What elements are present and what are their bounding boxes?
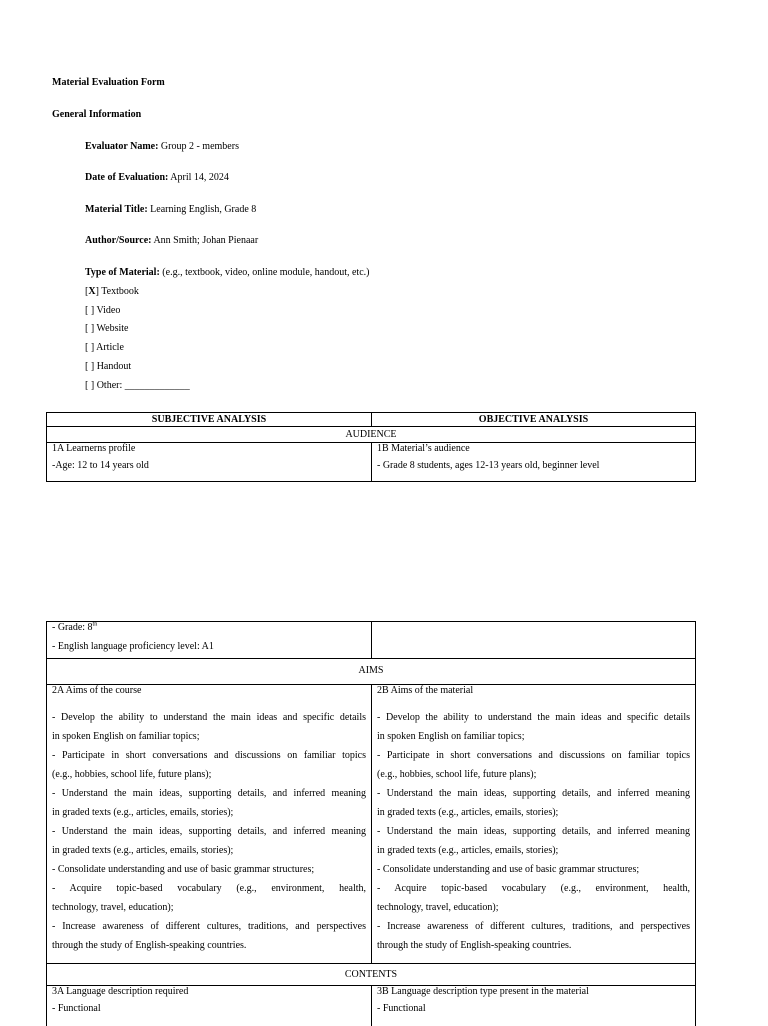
field-value: Group 2 - members — [160, 141, 239, 152]
aim-line: - Participate in short conversations and discussions on familiar topics — [52, 750, 366, 761]
option-label: Video — [96, 305, 121, 316]
aim-line: through the study of English-speaking countries. — [377, 940, 572, 951]
cell-title: 3A Language description required — [52, 986, 189, 997]
aim-line: - Develop the ability to understand the main ideas and specific details — [52, 712, 366, 723]
cell-title: 1B Material’s audience — [377, 443, 470, 454]
table-header-row — [46, 412, 696, 427]
contents-heading: CONTENTS — [344, 969, 398, 980]
field-label: Evaluator Name: — [85, 141, 159, 152]
author-source-field — [85, 235, 258, 247]
proficiency-text: - English language proficiency level: A1 — [52, 641, 214, 652]
language-description-required-cell — [47, 986, 372, 1026]
material-type-field — [85, 267, 369, 279]
field-value: Ann Smith; Johan Pienaar — [153, 235, 259, 246]
aim-line: (e.g., hobbies, school life, future plans); — [52, 769, 212, 780]
form-title: Material Evaluation Form — [52, 77, 165, 88]
table-row — [46, 685, 696, 964]
option-label: Article — [96, 342, 124, 353]
aim-line: in spoken English on familiar topics; — [377, 731, 525, 742]
aim-line: in graded texts (e.g., articles, emails, stories); — [52, 845, 234, 856]
option-label: Handout — [96, 361, 132, 372]
aim-line: in spoken English on familiar topics; — [52, 731, 200, 742]
aim-line: - Consolidate understanding and use of basic grammar structures; — [377, 864, 640, 875]
field-label: Type of Material: — [85, 267, 160, 278]
option-article[interactable]: [ ] Article — [85, 342, 124, 353]
field-hint: (e.g., textbook, video, online module, handout, etc.) — [162, 267, 370, 278]
aim-line: in graded texts (e.g., articles, emails, stories); — [52, 807, 234, 818]
aims-row — [46, 659, 696, 685]
field-value: Learning English, Grade 8 — [150, 204, 257, 215]
audience-row — [46, 427, 696, 443]
aim-line: - Acquire topic-based vocabulary (e.g., environment, health, — [52, 883, 366, 894]
field-label: Material Title: — [85, 204, 148, 215]
evaluation-date-field — [85, 172, 229, 184]
field-label: Author/Source: — [85, 235, 152, 246]
aim-line: - Develop the ability to understand the main ideas and specific details — [377, 712, 690, 723]
aim-line: in graded texts (e.g., articles, emails, stories); — [377, 807, 559, 818]
checkbox-mark[interactable] — [88, 323, 91, 334]
option-label: Other: _____________ — [96, 380, 190, 391]
aim-line: - Understand the main ideas, supporting details, and inferred meaning — [377, 788, 690, 799]
aim-line: in graded texts (e.g., articles, emails, stories); — [377, 845, 559, 856]
field-value: April 14, 2024 — [170, 172, 229, 183]
audience-heading: AUDIENCE — [345, 429, 397, 440]
checkbox-mark[interactable] — [88, 342, 91, 353]
grade-value: - Grade: 8 — [52, 622, 93, 633]
cell-title: 2A Aims of the course — [52, 685, 142, 696]
option-video[interactable]: [ ] Video — [85, 305, 121, 316]
empty-cell — [372, 622, 695, 658]
cell-title: 2B Aims of the material — [377, 685, 474, 696]
table-row — [46, 621, 696, 659]
materials-audience-cell — [372, 443, 695, 481]
aim-line: through the study of English-speaking countries. — [52, 940, 247, 951]
analysis-table-page2 — [46, 621, 696, 1026]
option-label: Website — [96, 323, 129, 334]
checkbox-mark[interactable] — [88, 305, 91, 316]
aim-line: - Consolidate understanding and use of basic grammar structures; — [52, 864, 315, 875]
checkbox-mark[interactable] — [88, 380, 91, 391]
option-website[interactable]: [ ] Website — [85, 323, 129, 334]
evaluator-name-field — [85, 141, 239, 153]
checkbox-mark[interactable] — [88, 361, 91, 372]
aim-line: - Understand the main ideas, supporting details, and inferred meaning — [52, 788, 366, 799]
learner-details-cell — [47, 622, 372, 658]
option-other[interactable]: [ ] Other: _____________ — [85, 380, 190, 391]
material-title-field — [85, 204, 256, 216]
cell-text: - Grade 8 students, ages 12-13 years old, beginner level — [377, 460, 600, 471]
aim-line: - Understand the main ideas, supporting details, and inferred meaning — [377, 826, 690, 837]
cell-title: 3B Language description type present in the material — [377, 986, 589, 997]
aim-line: - Increase awareness of different cultures, traditions, and perspectives — [52, 921, 366, 932]
grade-text — [52, 622, 366, 637]
aim-line: - Acquire topic-based vocabulary (e.g., environment, health, — [377, 883, 690, 894]
material-aims-cell — [372, 685, 695, 963]
course-aims-cell — [47, 685, 372, 963]
cell-title: 1A Learnerns profile — [52, 443, 136, 454]
cell-text: - Functional — [377, 1003, 426, 1014]
table-row — [46, 986, 696, 1026]
aims-heading: AIMS — [358, 665, 384, 676]
field-label: Date of Evaluation: — [85, 172, 169, 183]
analysis-table-page1 — [46, 412, 696, 482]
aim-line: technology, travel, education); — [52, 902, 174, 913]
contents-row — [46, 964, 696, 986]
aim-line: (e.g., hobbies, school life, future plans); — [377, 769, 537, 780]
objective-analysis-header: OBJECTIVE ANALYSIS — [478, 414, 589, 425]
learners-profile-cell — [47, 443, 372, 481]
aim-line: technology, travel, education); — [377, 902, 499, 913]
cell-text: -Age: 12 to 14 years old — [52, 460, 149, 471]
option-label: Textbook — [101, 286, 139, 297]
checkbox-mark[interactable]: X — [88, 286, 96, 297]
aim-line: - Increase awareness of different cultures, traditions, and perspectives — [377, 921, 690, 932]
option-handout[interactable]: [ ] Handout — [85, 361, 132, 372]
language-description-present-cell — [372, 986, 695, 1026]
option-textbook[interactable]: [X] Textbook — [85, 286, 139, 297]
grade-ordinal: th — [92, 621, 98, 628]
table-row — [46, 443, 696, 482]
subjective-analysis-header: SUBJECTIVE ANALYSIS — [47, 413, 372, 426]
cell-text: - Functional — [52, 1003, 101, 1014]
aim-line: - Understand the main ideas, supporting details, and inferred meaning — [52, 826, 366, 837]
aim-line: - Participate in short conversations and discussions on familiar topics — [377, 750, 690, 761]
section-heading: General Information — [52, 109, 142, 120]
